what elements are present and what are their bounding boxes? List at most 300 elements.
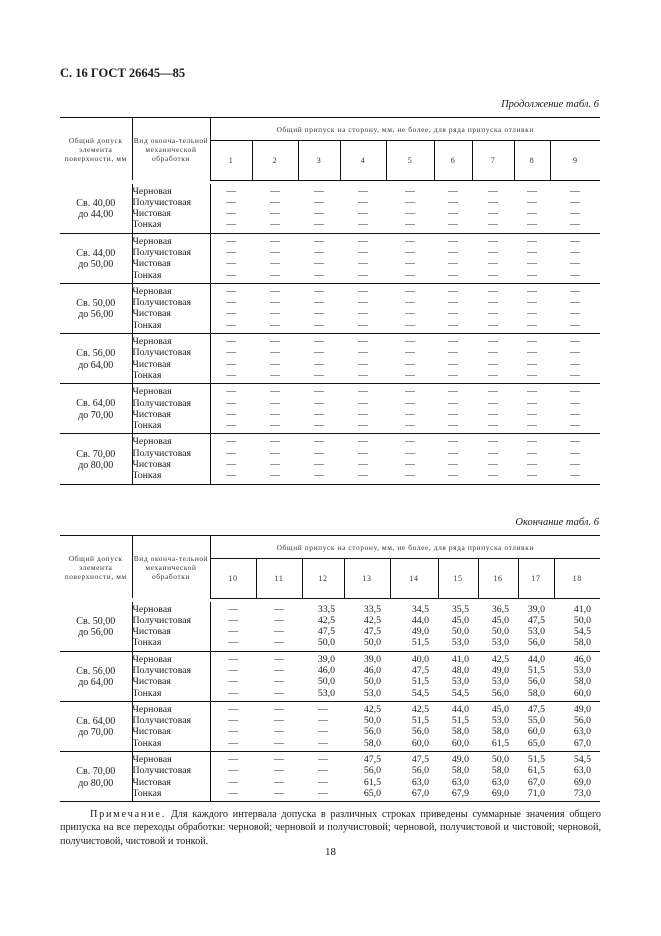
machining-type: Тонкая xyxy=(132,738,210,752)
column-header: 15 xyxy=(438,559,478,598)
allowance-value: — xyxy=(226,447,237,459)
allowance-value: — xyxy=(228,776,239,788)
allowance-value: — xyxy=(405,235,415,247)
allowance-value: 53,0 xyxy=(491,676,509,688)
machining-type: Чистовая xyxy=(132,359,210,370)
allowance-value: — xyxy=(405,246,415,258)
allowance-value: — xyxy=(314,436,324,448)
column-header: 14 xyxy=(390,559,438,598)
machining-type: Чистовая xyxy=(132,308,210,319)
allowance-value: — xyxy=(527,235,537,247)
table-row xyxy=(60,297,600,308)
table-note xyxy=(60,808,601,848)
allowance-value: — xyxy=(550,370,600,384)
tolerance-to: до 70,00 xyxy=(78,727,114,739)
allowance-value: 42,5 xyxy=(363,614,381,626)
allowance-value: — xyxy=(514,320,550,334)
allowance-value: — xyxy=(252,420,298,434)
allowance-value: — xyxy=(228,715,239,727)
allowance-value: 69,0 xyxy=(478,788,518,802)
allowance-value: — xyxy=(570,436,580,448)
allowance-value: 50,0 xyxy=(491,754,509,766)
allowance-value: — xyxy=(448,285,458,297)
tolerance-from: Св. 40,00 xyxy=(76,197,116,209)
table-row xyxy=(60,637,600,651)
tolerance-interval xyxy=(60,283,132,333)
allowance-value: 42,5 xyxy=(363,703,381,715)
allowance-value: — xyxy=(298,219,340,233)
machining-type: Тонкая xyxy=(132,270,210,284)
tolerance-to: до 56,00 xyxy=(78,309,114,321)
allowance-value: — xyxy=(314,336,324,348)
allowance-value: 60,0 xyxy=(527,726,545,738)
allowance-value: 56,0 xyxy=(573,715,592,727)
allowance-value: — xyxy=(270,285,280,297)
allowance-value: — xyxy=(488,436,498,448)
allowance-value: — xyxy=(226,347,237,359)
allowance-value: 44,0 xyxy=(451,703,469,715)
tolerance-interval xyxy=(60,434,132,484)
allowance-value: 36,5 xyxy=(491,603,509,615)
allowance-value: — xyxy=(318,754,328,766)
allowance-value: — xyxy=(514,270,550,284)
allowance-value: — xyxy=(570,386,580,398)
allowance-value: — xyxy=(527,459,537,471)
allowance-value: 67,0 xyxy=(527,776,545,788)
allowance-value: — xyxy=(472,420,514,434)
allowance-value: — xyxy=(256,788,302,802)
allowance-value: 54,5 xyxy=(438,688,478,702)
allowance-value: — xyxy=(318,765,328,777)
page-header: С. 16 ГОСТ 26645—85 xyxy=(60,66,186,80)
allowance-value: 60,0 xyxy=(390,738,438,752)
allowance-value: 69,0 xyxy=(573,776,592,788)
allowance-value: — xyxy=(358,397,368,409)
allowance-value: — xyxy=(448,196,458,208)
column-header: 7 xyxy=(472,141,514,180)
allowance-value: — xyxy=(274,754,284,766)
allowance-value: — xyxy=(270,308,280,320)
table-row xyxy=(60,247,600,258)
allowance-value: 58,0 xyxy=(573,676,592,688)
table-row xyxy=(60,359,600,370)
machining-type: Черновая xyxy=(132,384,210,398)
allowance-value: — xyxy=(405,297,415,309)
allowance-value: — xyxy=(270,196,280,208)
allowance-value: 50,0 xyxy=(363,715,381,727)
allowance-value: — xyxy=(226,386,237,398)
table-row xyxy=(60,420,600,434)
allowance-value: — xyxy=(386,320,434,334)
allowance-value: 56,0 xyxy=(527,676,545,688)
allowance-value: — xyxy=(314,358,324,370)
allowance-value: — xyxy=(270,408,280,420)
allowance-value: 65,0 xyxy=(518,738,554,752)
allowance-value: — xyxy=(228,626,239,638)
table1-caption: Продолжение табл. 6 xyxy=(501,99,599,110)
allowance-value: — xyxy=(405,196,415,208)
tolerance-interval xyxy=(60,752,132,802)
allowance-value: 53,0 xyxy=(573,664,592,676)
allowance-value: — xyxy=(488,336,498,348)
allowance-value: 61,5 xyxy=(363,776,381,788)
allowance-value: — xyxy=(405,185,415,197)
machining-type: Чистовая xyxy=(132,626,210,637)
allowance-value: — xyxy=(228,754,239,766)
tolerance-interval xyxy=(60,334,132,384)
allowance-value: — xyxy=(228,703,239,715)
allowance-value: 39,0 xyxy=(527,603,545,615)
allowance-value: — xyxy=(298,370,340,384)
table-row xyxy=(60,626,600,637)
allowance-value: — xyxy=(570,285,580,297)
machining-type: Чистовая xyxy=(132,459,210,470)
allowance-value: — xyxy=(448,235,458,247)
machining-type: Тонкая xyxy=(132,219,210,233)
allowance-value: 63,0 xyxy=(573,726,592,738)
allowance-value: — xyxy=(570,308,580,320)
allowance-value: — xyxy=(488,397,498,409)
table-row xyxy=(60,384,600,398)
allowance-value: — xyxy=(358,246,368,258)
allowance-value: — xyxy=(570,246,580,258)
allowance-value: — xyxy=(340,219,386,233)
allowance-value: — xyxy=(318,776,328,788)
allowance-value: 39,0 xyxy=(363,653,381,665)
allowance-value: — xyxy=(270,447,280,459)
tolerance-to: до 64,00 xyxy=(78,359,114,371)
allowance-value: 53,0 xyxy=(302,688,344,702)
allowance-value: — xyxy=(270,358,280,370)
column-header: 10 xyxy=(210,559,256,598)
allowance-value: 58,0 xyxy=(491,765,509,777)
machining-type: Чистовая xyxy=(132,676,210,687)
allowance-value: 50,0 xyxy=(451,626,469,638)
allowance-value: — xyxy=(302,738,344,752)
column-header: 17 xyxy=(518,559,554,598)
allowance-value: — xyxy=(448,386,458,398)
allowance-value: — xyxy=(274,653,284,665)
allowance-value: — xyxy=(472,270,514,284)
allowance-value: — xyxy=(358,196,368,208)
allowance-value: — xyxy=(226,436,237,448)
allowance-value: — xyxy=(514,219,550,233)
allowance-value: — xyxy=(488,235,498,247)
allowance-value: 46,0 xyxy=(573,653,592,665)
table-row xyxy=(60,602,600,615)
allowance-value: — xyxy=(514,370,550,384)
table-row xyxy=(60,197,600,208)
allowance-value: — xyxy=(274,765,284,777)
machining-type: Тонкая xyxy=(132,470,210,484)
table-row xyxy=(60,448,600,459)
table-row xyxy=(60,398,600,409)
allowance-value: — xyxy=(226,358,237,370)
allowance-value: — xyxy=(358,459,368,471)
allowance-value: — xyxy=(270,436,280,448)
allowance-value: — xyxy=(550,270,600,284)
machining-type: Получистовая xyxy=(132,765,210,776)
allowance-value: — xyxy=(527,308,537,320)
allowance-value: 35,5 xyxy=(451,603,469,615)
allowance-value: — xyxy=(448,258,458,270)
allowance-value: — xyxy=(488,447,498,459)
machining-type: Тонкая xyxy=(132,688,210,702)
allowance-value: 56,0 xyxy=(363,765,381,777)
allowance-value: — xyxy=(226,308,237,320)
allowance-value: — xyxy=(488,185,498,197)
allowance-value: 51,5 xyxy=(451,715,469,727)
allowance-value: — xyxy=(302,788,344,802)
allowance-value: — xyxy=(570,347,580,359)
machining-type: Получистовая xyxy=(132,297,210,308)
allowance-value: — xyxy=(405,308,415,320)
tolerance-to: до 64,00 xyxy=(78,677,114,689)
allowance-value: — xyxy=(448,308,458,320)
allowance-value: — xyxy=(434,420,472,434)
allowance-value: — xyxy=(570,459,580,471)
table-row xyxy=(60,688,600,702)
allowance-value: 51,5 xyxy=(411,676,429,688)
machining-type: Чистовая xyxy=(132,258,210,269)
allowance-value: 56,0 xyxy=(411,765,429,777)
allowance-value: — xyxy=(448,185,458,197)
allowance-value: — xyxy=(226,185,237,197)
allowance-value: 54,5 xyxy=(390,688,438,702)
allowance-value: 65,0 xyxy=(344,788,390,802)
allowance-value: — xyxy=(228,603,239,615)
allowance-value: 53,0 xyxy=(527,626,545,638)
allowance-value: — xyxy=(274,614,284,626)
machining-type: Получистовая xyxy=(132,347,210,358)
tolerance-interval xyxy=(60,651,132,701)
allowance-value: — xyxy=(274,676,284,688)
allowance-value: — xyxy=(527,397,537,409)
allowance-value: — xyxy=(527,447,537,459)
table-row xyxy=(60,765,600,776)
column-header: 12 xyxy=(302,559,344,598)
allowance-value: — xyxy=(405,459,415,471)
allowance-value: — xyxy=(405,436,415,448)
machining-type: Получистовая xyxy=(132,615,210,626)
allowance-value: — xyxy=(270,297,280,309)
allowance-value: — xyxy=(358,336,368,348)
allowance-value: 49,0 xyxy=(451,754,469,766)
allowance-value: — xyxy=(434,470,472,484)
allowance-value: — xyxy=(570,235,580,247)
allowance-value: 54,5 xyxy=(573,754,592,766)
allowance-value: 47,5 xyxy=(363,754,381,766)
allowance-value: — xyxy=(210,637,256,651)
header-machining-type: Вид оконча-тельной механической обработки xyxy=(132,536,210,599)
column-header: 13 xyxy=(344,559,390,598)
tolerance-from: Св. 56,00 xyxy=(76,665,116,677)
allowance-value: 58,0 xyxy=(344,738,390,752)
allowance-value: 47,5 xyxy=(411,754,429,766)
column-header: 5 xyxy=(386,141,434,180)
allowance-value: — xyxy=(405,358,415,370)
allowance-value: — xyxy=(448,436,458,448)
allowance-value: 47,5 xyxy=(527,614,545,626)
table-row xyxy=(60,434,600,448)
allowance-value: — xyxy=(527,258,537,270)
allowance-value: — xyxy=(314,246,324,258)
table-row xyxy=(60,283,600,297)
allowance-value: — xyxy=(514,420,550,434)
allowance-value: — xyxy=(527,246,537,258)
header-machining-type: Вид оконча-тельной механической обработки xyxy=(132,118,210,181)
allowance-value: — xyxy=(274,726,284,738)
allowance-value: 53,0 xyxy=(438,637,478,651)
machining-type: Тонкая xyxy=(132,788,210,802)
column-header: 3 xyxy=(298,141,340,180)
allowance-value: 46,0 xyxy=(317,664,335,676)
allowance-value: — xyxy=(252,470,298,484)
allowance-value: — xyxy=(340,470,386,484)
column-header: 18 xyxy=(554,559,600,598)
allowance-value: — xyxy=(210,320,252,334)
allowance-value: — xyxy=(550,320,600,334)
tolerance-interval xyxy=(60,384,132,434)
allowance-value: — xyxy=(314,258,324,270)
allowance-value: — xyxy=(488,258,498,270)
allowance-value: 54,5 xyxy=(573,626,592,638)
allowance-value: 47,5 xyxy=(527,703,545,715)
tolerance-from: Св. 50,00 xyxy=(76,615,116,627)
allowance-value: — xyxy=(488,208,498,220)
table-row xyxy=(60,470,600,484)
allowance-value: — xyxy=(274,715,284,727)
allowance-value: — xyxy=(550,470,600,484)
allowance-value: — xyxy=(358,258,368,270)
machining-type: Чистовая xyxy=(132,208,210,219)
allowance-value: — xyxy=(488,358,498,370)
allowance-value: — xyxy=(488,285,498,297)
machining-type: Черновая xyxy=(132,233,210,247)
tolerance-from: Св. 64,00 xyxy=(76,398,116,410)
allowance-value: — xyxy=(274,664,284,676)
allowance-value: — xyxy=(228,726,239,738)
allowance-value: — xyxy=(318,726,328,738)
header-tolerance: Общий допуск элемента поверхности, мм xyxy=(60,118,132,181)
table-row xyxy=(60,777,600,788)
machining-type: Тонкая xyxy=(132,637,210,651)
allowance-value: — xyxy=(358,347,368,359)
allowance-value: — xyxy=(527,358,537,370)
allowance-value: — xyxy=(226,459,237,471)
table-row xyxy=(60,676,600,687)
allowance-value: — xyxy=(274,626,284,638)
allowance-value: 53,0 xyxy=(344,688,390,702)
allowance-value: — xyxy=(252,219,298,233)
allowance-value: 63,0 xyxy=(491,776,509,788)
allowance-value: 50,0 xyxy=(573,614,592,626)
allowance-value: 41,0 xyxy=(573,603,592,615)
allowance-value: — xyxy=(527,285,537,297)
machining-type: Черновая xyxy=(132,283,210,297)
allowance-value: — xyxy=(210,370,252,384)
allowance-value: 63,0 xyxy=(573,765,592,777)
allowance-value: — xyxy=(252,320,298,334)
allowance-value: — xyxy=(340,370,386,384)
allowance-value: 51,5 xyxy=(411,715,429,727)
allowance-value: — xyxy=(252,270,298,284)
allowance-value: 58,0 xyxy=(451,726,469,738)
allowance-value: — xyxy=(270,258,280,270)
allowance-value: — xyxy=(358,436,368,448)
allowance-value: 50,0 xyxy=(491,626,509,638)
tolerance-to: до 56,00 xyxy=(78,627,114,639)
allowance-value: — xyxy=(448,347,458,359)
allowance-value: — xyxy=(358,308,368,320)
allowance-value: — xyxy=(570,358,580,370)
allowance-value: — xyxy=(318,703,328,715)
allowance-value: — xyxy=(210,688,256,702)
allowance-value: 56,0 xyxy=(363,726,381,738)
allowance-table-part2 xyxy=(60,535,600,802)
allowance-value: — xyxy=(358,185,368,197)
tolerance-from: Св. 64,00 xyxy=(76,715,116,727)
table-row xyxy=(60,752,600,766)
column-header: 4 xyxy=(340,141,386,180)
machining-type: Черновая xyxy=(132,602,210,615)
allowance-value: 53,0 xyxy=(451,676,469,688)
allowance-value: — xyxy=(358,208,368,220)
allowance-value: 50,0 xyxy=(302,637,344,651)
machining-type: Получистовая xyxy=(132,715,210,726)
machining-type: Получистовая xyxy=(132,448,210,459)
allowance-value: — xyxy=(314,386,324,398)
allowance-value: — xyxy=(434,320,472,334)
column-header: 2 xyxy=(252,141,298,180)
allowance-value: — xyxy=(358,297,368,309)
tolerance-interval xyxy=(60,184,132,234)
allowance-value: — xyxy=(340,270,386,284)
allowance-value: 60,0 xyxy=(438,738,478,752)
allowance-value: — xyxy=(226,235,237,247)
allowance-value: 49,0 xyxy=(411,626,429,638)
allowance-value: — xyxy=(252,370,298,384)
allowance-value: 44,0 xyxy=(527,653,545,665)
allowance-value: — xyxy=(448,408,458,420)
column-header: 6 xyxy=(434,141,472,180)
allowance-value: — xyxy=(434,370,472,384)
allowance-value: — xyxy=(570,185,580,197)
allowance-value: — xyxy=(570,297,580,309)
allowance-value: 63,0 xyxy=(411,776,429,788)
allowance-value: 58,0 xyxy=(451,765,469,777)
allowance-value: 58,0 xyxy=(554,637,600,651)
allowance-value: — xyxy=(270,185,280,197)
allowance-value: 33,5 xyxy=(317,603,335,615)
allowance-value: 67,9 xyxy=(438,788,478,802)
allowance-value: — xyxy=(274,603,284,615)
allowance-value: 45,0 xyxy=(451,614,469,626)
allowance-value: — xyxy=(270,347,280,359)
allowance-value: — xyxy=(226,297,237,309)
allowance-value: — xyxy=(405,447,415,459)
tolerance-interval xyxy=(60,701,132,751)
allowance-value: — xyxy=(358,386,368,398)
allowance-value: 67,0 xyxy=(390,788,438,802)
allowance-value: 50,0 xyxy=(363,676,381,688)
allowance-value: — xyxy=(226,336,237,348)
machining-type: Черновая xyxy=(132,701,210,715)
allowance-value: — xyxy=(270,208,280,220)
allowance-value: 51,5 xyxy=(390,637,438,651)
allowance-value: — xyxy=(405,408,415,420)
header-allowance: Общий припуск на сторону, мм, не более, для ряда припуска отливки xyxy=(210,118,600,141)
